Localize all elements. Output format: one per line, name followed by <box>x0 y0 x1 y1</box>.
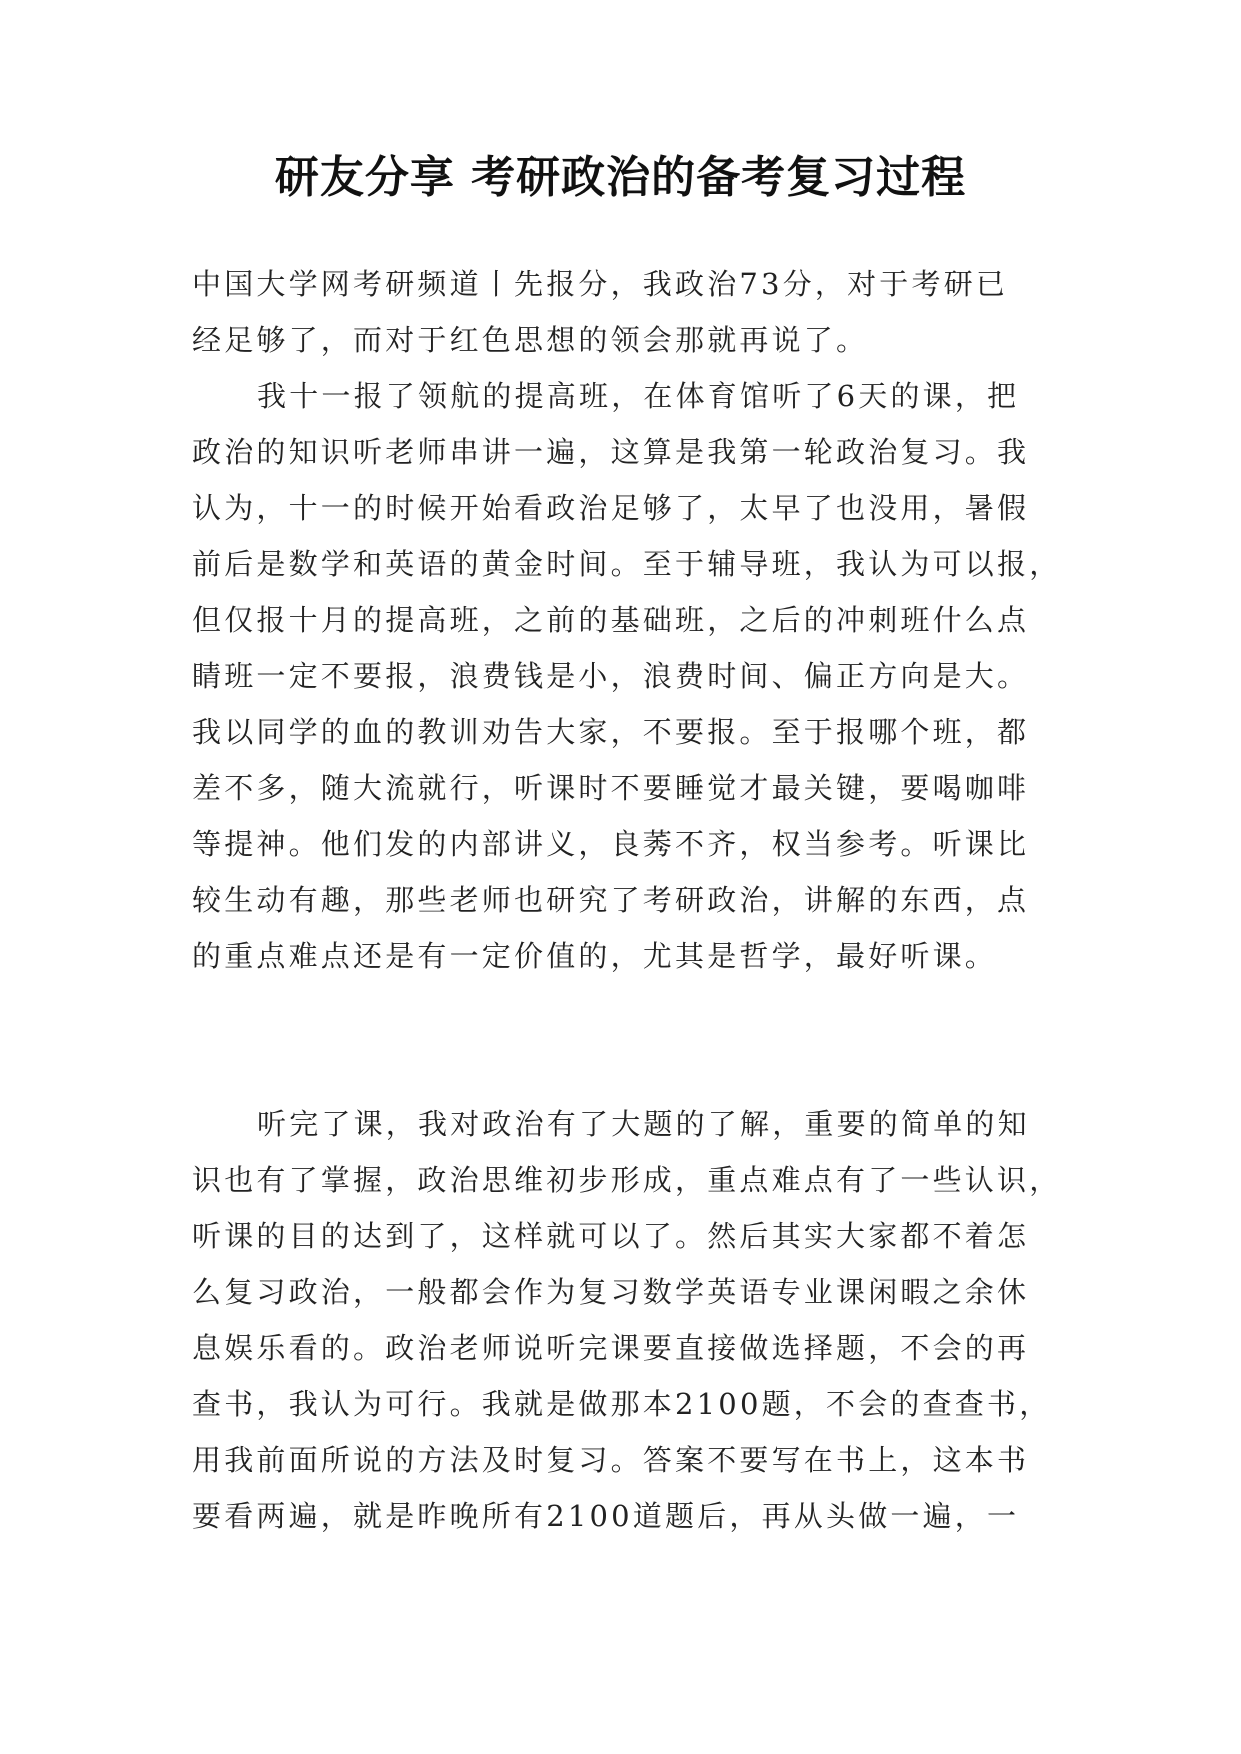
paragraph-2-line-9: 等提神。他们发的内部讲义，良莠不齐，权当参考。听课比 <box>192 827 1030 861</box>
paragraph-2-line-5: 但仅报十月的提高班，之前的基础班，之后的冲刺班什么点 <box>192 603 1030 637</box>
paragraph-2-line-6: 睛班一定不要报，浪费钱是小，浪费时间、偏正方向是大。 <box>192 659 1030 693</box>
paragraph-3-line-5: 息娱乐看的。政治老师说听完课要直接做选择题，不会的再 <box>192 1331 1030 1365</box>
paragraph-2-line-11: 的重点难点还是有一定价值的，尤其是哲学，最好听课。 <box>192 939 998 973</box>
paragraph-3-line-7: 用我前面所说的方法及时复习。答案不要写在书上，这本书 <box>192 1443 1030 1477</box>
paragraph-2-line-1: 我十一报了领航的提高班，在体育馆听了6天的课，把 <box>257 379 1020 413</box>
document-title: 研友分享 考研政治的备考复习过程 <box>274 152 967 203</box>
paragraph-1-line-1: 中国大学网考研频道丨先报分，我政治73分，对于考研已 <box>192 267 1009 301</box>
paragraph-3-line-8: 要看两遍，就是昨晚所有2100道题后，再从头做一遍，一 <box>192 1499 1020 1533</box>
paragraph-2-line-8: 差不多，随大流就行，听课时不要睡觉才最关键，要喝咖啡 <box>192 771 1030 805</box>
paragraph-2-line-4: 前后是数学和英语的黄金时间。至于辅导班，我认为可以报， <box>192 547 1062 581</box>
paragraph-2-line-3: 认为，十一的时候开始看政治足够了，太早了也没用，暑假 <box>192 491 1030 525</box>
paragraph-2-line-7: 我以同学的血的教训劝告大家，不要报。至于报哪个班，都 <box>192 715 1030 749</box>
paragraph-3-line-6: 查书，我认为可行。我就是做那本2100题，不会的查查书， <box>192 1387 1052 1421</box>
paragraph-1-line-2: 经足够了，而对于红色思想的领会那就再说了。 <box>192 323 869 357</box>
paragraph-3-line-2: 识也有了掌握，政治思维初步形成，重点难点有了一些认识， <box>192 1163 1062 1197</box>
paragraph-2-line-10: 较生动有趣，那些老师也研究了考研政治，讲解的东西，点 <box>192 883 1030 917</box>
paragraph-3-line-1: 听完了课，我对政治有了大题的了解，重要的简单的知 <box>257 1107 1030 1141</box>
paragraph-3-line-3: 听课的目的达到了，这样就可以了。然后其实大家都不着怎 <box>192 1219 1030 1253</box>
paragraph-2-line-2: 政治的知识听老师串讲一遍，这算是我第一轮政治复习。我 <box>192 435 1030 469</box>
paragraph-3-line-4: 么复习政治，一般都会作为复习数学英语专业课闲暇之余休 <box>192 1275 1030 1309</box>
